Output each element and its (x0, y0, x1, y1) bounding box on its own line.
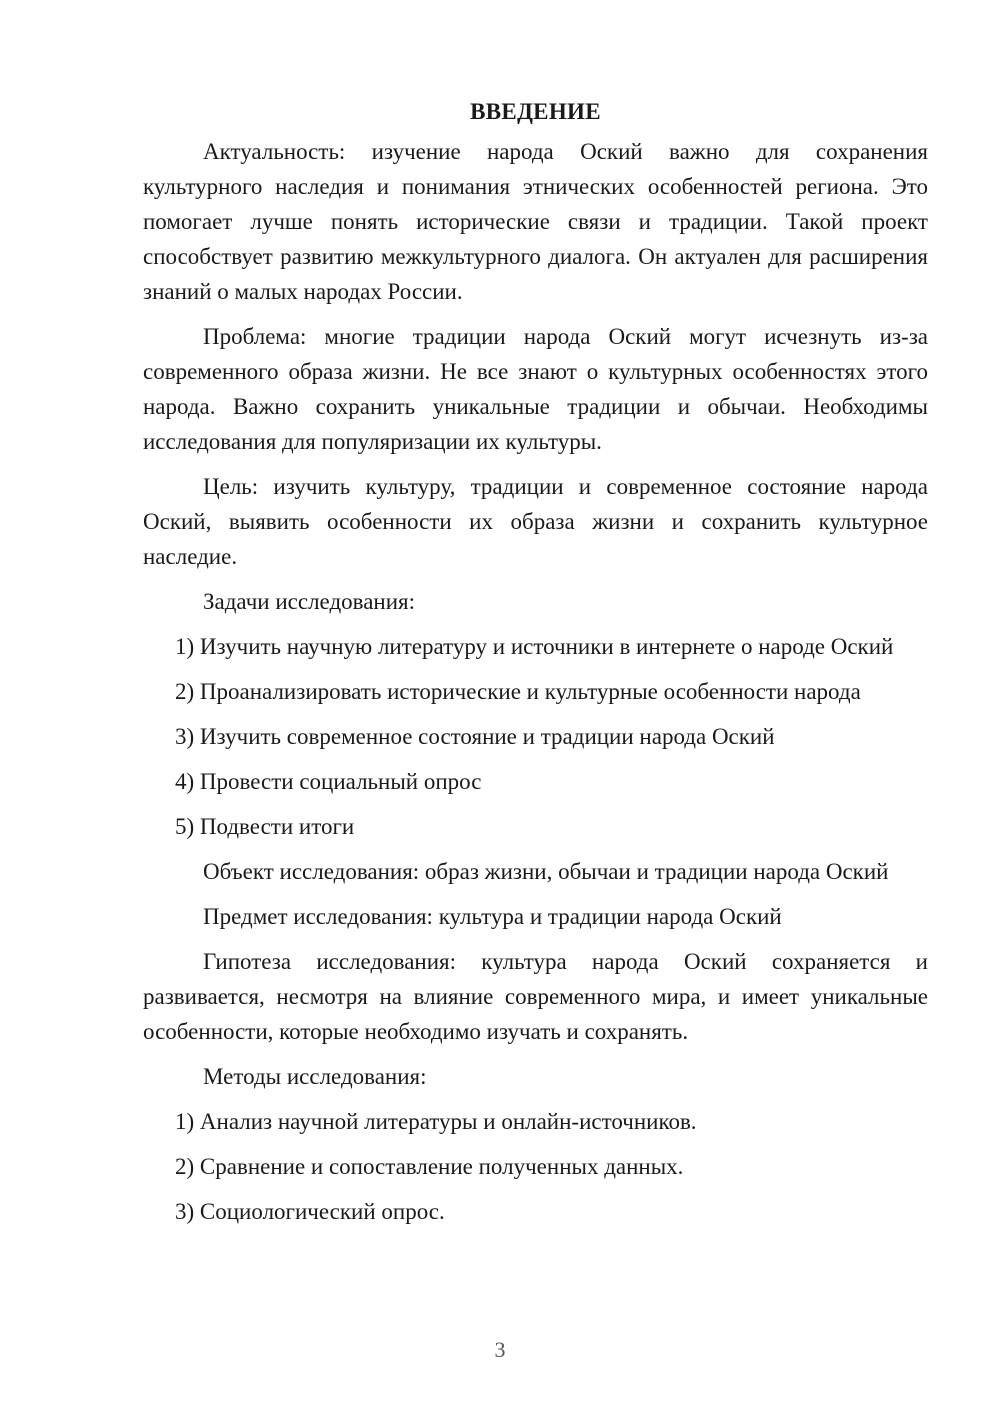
hypothesis-paragraph: Гипотеза исследования: культура народа Оский сохраняется и развивается, несмотря на влияние современного мира, и имеет уникальные особенности, которые необходимо изучать и сохранять. (143, 949, 928, 1044)
task-item-3: 3) Изучить современное состояние и традиции народа Оский (175, 724, 775, 749)
method-item-3: 3) Социологический опрос. (175, 1199, 445, 1224)
relevance-paragraph: Актуальность: изучение народа Оский важно для сохранения культурного наследия и понимания этнических особенностей региона. Это помогает лучше понять исторические связи и традиции. Такой проект способствует развитию межкультурного диалога. Он актуален для расширения знаний о малых народах России. (143, 139, 928, 304)
subject-paragraph: Предмет исследования: культура и традиции народа Оский (203, 904, 782, 929)
document-page (143, 94, 928, 1239)
task-item-5: 5) Подвести итоги (175, 814, 355, 839)
problem-paragraph: Проблема: многие традиции народа Оский могут исчезнуть из-за современного образа жизни. Не все знают о культурных особенностях этого народа. Важно сохранить уникальные традиции и обычаи. Необходимы исследования для популяризации их культуры. (143, 324, 928, 454)
page-number: 3 (494, 1337, 506, 1362)
tasks-heading: Задачи исследования: (203, 589, 416, 614)
task-item-4: 4) Провести социальный опрос (175, 769, 482, 794)
task-item-1: 1) Изучить научную литературу и источники в интернете о народе Оский (175, 634, 894, 659)
page-title: ВВЕДЕНИЕ (470, 99, 601, 124)
goal-paragraph: Цель: изучить культуру, традиции и современное состояние народа Оский, выявить особенности их образа жизни и сохранить культурное наследие. (143, 474, 928, 569)
methods-heading: Методы исследования: (203, 1064, 427, 1089)
object-paragraph: Объект исследования: образ жизни, обычаи и традиции народа Оский (203, 859, 889, 884)
method-item-2: 2) Сравнение и сопоставление полученных данных. (175, 1154, 684, 1179)
task-item-2: 2) Проанализировать исторические и культурные особенности народа (175, 679, 861, 704)
method-item-1: 1) Анализ научной литературы и онлайн-источников. (175, 1109, 697, 1134)
